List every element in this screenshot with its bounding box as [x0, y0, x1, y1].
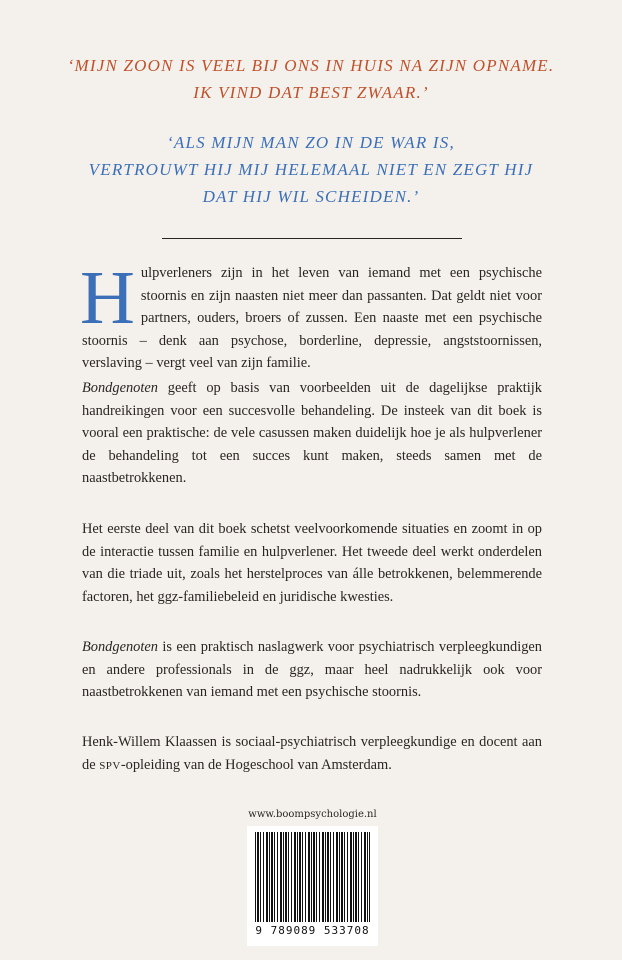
quote-mother	[30, 52, 592, 106]
quote-line: VERTROUWT HIJ MIJ HELEMAAL NIET EN ZEGT HIJ	[88, 160, 534, 179]
quote-line: IK VIND DAT BEST ZWAAR.’	[193, 83, 429, 102]
paragraph-text: is een praktisch naslagwerk voor psychiatrisch verpleegkundigen en andere professionals in de ggz, maar heel nadrukkelijk ook voor naastbetrokkenen van iemand met een psychische stoornis.	[82, 639, 542, 701]
quote-partner	[30, 129, 592, 210]
quote-line: DAT HIJ WIL SCHEIDEN.’	[202, 187, 420, 206]
paragraph-text: geeft op basis van voorbeelden uit de dagelijkse praktijk handreikingen voor een succesvolle behandeling. De insteek van dit boek is vooral een praktische: de vele casussen maken duidelijk hoe je als hulpverlener de behandeling tot een succes kunt maken, steeds samen met de naastbetrokkenen.	[82, 380, 542, 487]
barcode	[247, 826, 378, 946]
quote-line: ‘ALS MIJN MAN ZO IN DE WAR IS,	[167, 133, 455, 152]
paragraph-text: Het eerste deel van dit boek schetst veelvoorkomende situaties en zoomt in op de interactie tussen familie en hulpverlener. Het tweede deel werkt onderdelen van die triade uit, zoals het herstelproces van álle betrokkenen, belemmerende factoren, het ggz-familiebeleid en juridische kwesties.	[82, 521, 542, 605]
paragraph-audience	[82, 636, 542, 704]
paragraph-contents	[82, 518, 542, 608]
paragraph-text: ulpverleners zijn in het leven van iemand met een psychische stoornis en zijn naasten niet meer dan passanten. Dat geldt niet voor partners, ouders, broers of zussen. Een naaste met een psychische stoornis – denk aan psychose, borderline, depressie, angststoornissen, verslaving – vergt veel van zijn familie.	[82, 265, 542, 372]
book-title: Bondgenoten	[82, 639, 158, 655]
publisher-url: www.boompsychologie.nl	[248, 809, 377, 820]
paragraph-text: -opleiding van de Hogeschool van Amsterdam.	[120, 756, 392, 773]
paragraph-author	[82, 731, 542, 777]
isbn-number: 9 789089 533708	[255, 924, 370, 937]
drop-cap: H	[80, 256, 135, 340]
paragraph-intro	[80, 256, 542, 375]
abbreviation: SPV	[99, 759, 121, 772]
divider	[162, 238, 462, 239]
paragraph-approach	[82, 377, 542, 490]
barcode-bars	[255, 832, 370, 922]
paragraph-text: Henk-Willem Klaassen is sociaal-psychiatrisch verpleegkundige en docent aan de	[82, 734, 542, 773]
quote-line: ‘MIJN ZOON IS VEEL BIJ ONS IN HUIS NA ZIJN OPNAME.	[67, 56, 555, 75]
barcode-block	[247, 808, 378, 946]
book-title: Bondgenoten	[82, 380, 158, 396]
